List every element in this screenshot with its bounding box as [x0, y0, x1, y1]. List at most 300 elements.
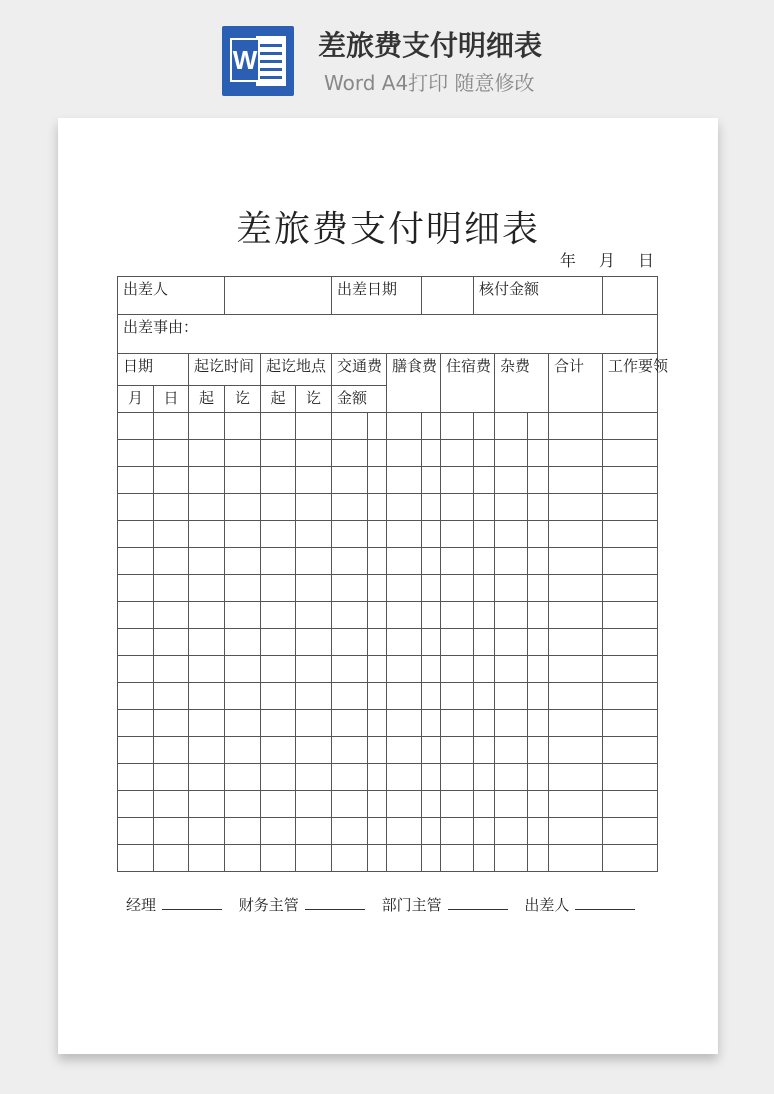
table-cell[interactable]	[549, 845, 603, 872]
table-cell[interactable]	[495, 845, 528, 872]
table-cell[interactable]	[387, 494, 422, 521]
table-cell[interactable]	[296, 737, 332, 764]
table-cell[interactable]	[441, 845, 474, 872]
table-cell[interactable]	[441, 521, 474, 548]
table-cell[interactable]	[154, 629, 189, 656]
table-cell[interactable]	[368, 764, 387, 791]
table-cell[interactable]	[296, 440, 332, 467]
table-cell[interactable]	[387, 440, 422, 467]
table-cell[interactable]	[296, 413, 332, 440]
table-cell[interactable]	[528, 683, 549, 710]
table-cell[interactable]	[332, 764, 368, 791]
table-cell[interactable]	[528, 494, 549, 521]
table-cell[interactable]	[225, 710, 261, 737]
table-cell[interactable]	[528, 818, 549, 845]
table-cell[interactable]	[441, 602, 474, 629]
table-cell[interactable]	[296, 764, 332, 791]
table-cell[interactable]	[387, 683, 422, 710]
table-row	[118, 791, 658, 818]
table-cell[interactable]	[261, 710, 296, 737]
table-cell[interactable]	[441, 818, 474, 845]
table-cell[interactable]	[225, 764, 261, 791]
table-cell[interactable]	[603, 737, 658, 764]
table-cell[interactable]	[549, 764, 603, 791]
table-cell[interactable]	[387, 764, 422, 791]
table-cell[interactable]	[474, 467, 495, 494]
table-cell[interactable]	[118, 845, 154, 872]
table-cell[interactable]	[296, 575, 332, 602]
table-cell[interactable]	[387, 548, 422, 575]
table-cell[interactable]	[528, 521, 549, 548]
table-cell[interactable]	[154, 575, 189, 602]
table-cell[interactable]	[549, 521, 603, 548]
table-cell[interactable]	[422, 575, 441, 602]
traveler-field[interactable]	[225, 277, 332, 315]
table-cell[interactable]	[296, 656, 332, 683]
table-cell[interactable]	[118, 602, 154, 629]
table-cell[interactable]	[422, 467, 441, 494]
table-cell[interactable]	[118, 629, 154, 656]
table-cell[interactable]	[296, 818, 332, 845]
table-cell[interactable]	[332, 575, 368, 602]
table-cell[interactable]	[549, 791, 603, 818]
table-cell[interactable]	[225, 737, 261, 764]
table-cell[interactable]	[603, 413, 658, 440]
table-cell[interactable]	[422, 656, 441, 683]
table-cell[interactable]	[118, 791, 154, 818]
table-cell[interactable]	[154, 413, 189, 440]
table-cell[interactable]	[495, 629, 528, 656]
table-cell[interactable]	[154, 548, 189, 575]
table-cell[interactable]	[603, 467, 658, 494]
signature-footer	[126, 894, 647, 916]
table-cell[interactable]	[441, 413, 474, 440]
table-cell[interactable]	[154, 656, 189, 683]
table-cell[interactable]	[603, 629, 658, 656]
table-cell[interactable]	[387, 521, 422, 548]
table-cell[interactable]	[154, 710, 189, 737]
table-row	[118, 764, 658, 791]
table-cell[interactable]	[474, 845, 495, 872]
table-cell[interactable]	[261, 602, 296, 629]
table-cell[interactable]	[296, 521, 332, 548]
table-cell[interactable]	[549, 656, 603, 683]
table-cell[interactable]	[422, 629, 441, 656]
table-cell[interactable]	[495, 467, 528, 494]
table-cell[interactable]	[118, 710, 154, 737]
table-cell[interactable]	[189, 494, 225, 521]
table-cell[interactable]	[368, 629, 387, 656]
table-cell[interactable]	[368, 413, 387, 440]
table-cell[interactable]	[441, 764, 474, 791]
table-cell[interactable]	[154, 602, 189, 629]
table-cell[interactable]	[332, 521, 368, 548]
table-cell[interactable]	[603, 494, 658, 521]
table-cell[interactable]	[528, 791, 549, 818]
table-cell[interactable]	[422, 845, 441, 872]
col-transport: 交通费	[332, 354, 387, 386]
table-cell[interactable]	[296, 629, 332, 656]
table-cell[interactable]	[118, 413, 154, 440]
table-cell[interactable]	[368, 440, 387, 467]
table-cell[interactable]	[474, 575, 495, 602]
table-cell[interactable]	[368, 818, 387, 845]
table-cell[interactable]	[118, 818, 154, 845]
table-cell[interactable]	[387, 467, 422, 494]
table-cell[interactable]	[154, 791, 189, 818]
finance-supervisor-label: 财务主管	[238, 896, 299, 914]
table-cell[interactable]	[154, 440, 189, 467]
table-cell[interactable]	[441, 629, 474, 656]
table-cell[interactable]	[118, 575, 154, 602]
table-cell[interactable]	[603, 602, 658, 629]
table-cell[interactable]	[189, 602, 225, 629]
table-cell[interactable]	[225, 413, 261, 440]
table-cell[interactable]	[118, 764, 154, 791]
table-cell[interactable]	[225, 467, 261, 494]
table-cell[interactable]	[368, 575, 387, 602]
table-cell[interactable]	[603, 521, 658, 548]
traveler-sign-label: 出差人	[524, 896, 570, 914]
table-cell[interactable]	[441, 791, 474, 818]
table-cell[interactable]	[549, 494, 603, 521]
table-cell[interactable]	[189, 791, 225, 818]
approved-amount-field[interactable]	[603, 277, 658, 315]
expense-table	[117, 276, 669, 872]
table-cell[interactable]	[189, 467, 225, 494]
table-cell[interactable]	[495, 656, 528, 683]
table-cell[interactable]	[422, 440, 441, 467]
table-cell[interactable]	[387, 845, 422, 872]
col-date: 日期	[118, 354, 189, 386]
table-cell[interactable]	[261, 521, 296, 548]
table-cell[interactable]	[603, 710, 658, 737]
table-cell[interactable]	[154, 737, 189, 764]
document-page	[58, 118, 718, 1054]
table-cell[interactable]	[549, 413, 603, 440]
table-cell[interactable]	[189, 413, 225, 440]
table-cell[interactable]	[441, 683, 474, 710]
table-cell[interactable]	[441, 710, 474, 737]
table-cell[interactable]	[368, 791, 387, 818]
col-work-allowance: 工作要领	[603, 354, 658, 413]
table-cell[interactable]	[441, 575, 474, 602]
table-cell[interactable]	[387, 818, 422, 845]
table-cell[interactable]	[495, 521, 528, 548]
table-cell[interactable]	[495, 737, 528, 764]
table-cell[interactable]	[225, 602, 261, 629]
table-cell[interactable]	[332, 710, 368, 737]
table-cell[interactable]	[441, 494, 474, 521]
table-cell[interactable]	[368, 602, 387, 629]
table-cell[interactable]	[332, 791, 368, 818]
word-letter: W	[230, 38, 260, 82]
table-cell[interactable]	[189, 521, 225, 548]
table-cell[interactable]	[422, 602, 441, 629]
table-cell[interactable]	[368, 710, 387, 737]
table-cell[interactable]	[422, 710, 441, 737]
table-cell[interactable]	[332, 737, 368, 764]
table-cell[interactable]	[296, 791, 332, 818]
table-cell[interactable]	[474, 629, 495, 656]
table-cell[interactable]	[261, 656, 296, 683]
table-cell[interactable]	[332, 494, 368, 521]
table-cell[interactable]	[603, 548, 658, 575]
table-cell[interactable]	[549, 467, 603, 494]
table-cell[interactable]	[549, 737, 603, 764]
table-cell[interactable]	[422, 764, 441, 791]
table-cell[interactable]	[296, 710, 332, 737]
table-row	[118, 521, 658, 548]
table-row	[118, 548, 658, 575]
table-cell[interactable]	[225, 791, 261, 818]
table-cell[interactable]	[368, 521, 387, 548]
table-cell[interactable]	[495, 710, 528, 737]
table-cell[interactable]	[603, 575, 658, 602]
table-cell[interactable]	[118, 737, 154, 764]
table-cell[interactable]	[528, 467, 549, 494]
table-cell[interactable]	[495, 413, 528, 440]
table-cell[interactable]	[441, 440, 474, 467]
table-cell[interactable]	[368, 548, 387, 575]
table-cell[interactable]	[387, 413, 422, 440]
table-cell[interactable]	[528, 845, 549, 872]
table-cell[interactable]	[387, 629, 422, 656]
table-cell[interactable]	[603, 818, 658, 845]
table-cell[interactable]	[528, 710, 549, 737]
table-cell[interactable]	[441, 737, 474, 764]
finance-signature-line[interactable]	[305, 896, 365, 910]
table-cell[interactable]	[495, 791, 528, 818]
table-cell[interactable]	[549, 440, 603, 467]
table-cell[interactable]	[332, 683, 368, 710]
table-cell[interactable]	[495, 818, 528, 845]
table-cell[interactable]	[549, 602, 603, 629]
table-cell[interactable]	[528, 764, 549, 791]
table-cell[interactable]	[296, 683, 332, 710]
table-cell[interactable]	[441, 548, 474, 575]
table-cell[interactable]	[225, 818, 261, 845]
table-cell[interactable]	[296, 467, 332, 494]
table-cell[interactable]	[528, 575, 549, 602]
table-cell[interactable]	[189, 845, 225, 872]
table-cell[interactable]	[603, 845, 658, 872]
table-cell[interactable]	[603, 764, 658, 791]
table-row	[118, 602, 658, 629]
table-cell[interactable]	[387, 710, 422, 737]
table-cell[interactable]	[528, 737, 549, 764]
table-cell[interactable]	[549, 710, 603, 737]
table-cell[interactable]	[474, 791, 495, 818]
table-cell[interactable]	[474, 764, 495, 791]
table-cell[interactable]	[261, 818, 296, 845]
table-cell[interactable]	[474, 737, 495, 764]
table-cell[interactable]	[422, 521, 441, 548]
table-cell[interactable]	[528, 629, 549, 656]
table-cell[interactable]	[422, 548, 441, 575]
table-cell[interactable]	[225, 629, 261, 656]
table-cell[interactable]	[387, 575, 422, 602]
table-cell[interactable]	[441, 656, 474, 683]
table-cell[interactable]	[189, 818, 225, 845]
table-cell[interactable]	[332, 602, 368, 629]
table-cell[interactable]	[422, 791, 441, 818]
table-cell[interactable]	[474, 683, 495, 710]
table-cell[interactable]	[368, 467, 387, 494]
table-cell[interactable]	[189, 629, 225, 656]
table-cell[interactable]	[549, 818, 603, 845]
table-cell[interactable]	[261, 575, 296, 602]
table-cell[interactable]	[422, 818, 441, 845]
table-cell[interactable]	[296, 845, 332, 872]
table-cell[interactable]	[261, 548, 296, 575]
table-cell[interactable]	[118, 494, 154, 521]
table-cell[interactable]	[261, 467, 296, 494]
trip-reason-field[interactable]: 出差事由：	[118, 315, 658, 354]
table-cell[interactable]	[528, 602, 549, 629]
table-cell[interactable]	[225, 440, 261, 467]
table-cell[interactable]	[474, 602, 495, 629]
table-cell[interactable]	[332, 656, 368, 683]
table-cell[interactable]	[189, 656, 225, 683]
table-cell[interactable]	[528, 440, 549, 467]
table-cell[interactable]	[332, 440, 368, 467]
table-cell[interactable]	[261, 629, 296, 656]
table-cell[interactable]	[118, 467, 154, 494]
trip-date-field[interactable]	[422, 277, 474, 315]
table-cell[interactable]	[368, 683, 387, 710]
table-cell[interactable]	[118, 548, 154, 575]
table-cell[interactable]	[603, 791, 658, 818]
table-cell[interactable]	[225, 494, 261, 521]
table-cell[interactable]	[118, 656, 154, 683]
table-cell[interactable]	[225, 575, 261, 602]
table-cell[interactable]	[296, 494, 332, 521]
manager-signature-line[interactable]	[162, 896, 222, 910]
table-cell[interactable]	[603, 683, 658, 710]
table-cell[interactable]	[441, 467, 474, 494]
table-cell[interactable]	[422, 737, 441, 764]
table-cell[interactable]	[495, 440, 528, 467]
table-cell[interactable]	[225, 683, 261, 710]
table-cell[interactable]	[495, 494, 528, 521]
table-cell[interactable]	[332, 413, 368, 440]
table-cell[interactable]	[495, 548, 528, 575]
table-cell[interactable]	[154, 764, 189, 791]
table-cell[interactable]	[528, 548, 549, 575]
table-cell[interactable]	[261, 494, 296, 521]
table-cell[interactable]	[154, 845, 189, 872]
table-cell[interactable]	[261, 413, 296, 440]
table-cell[interactable]	[368, 737, 387, 764]
table-cell[interactable]	[474, 548, 495, 575]
table-cell[interactable]	[154, 818, 189, 845]
table-cell[interactable]	[368, 845, 387, 872]
table-cell[interactable]	[261, 791, 296, 818]
table-cell[interactable]	[474, 656, 495, 683]
table-cell[interactable]	[261, 764, 296, 791]
table-cell[interactable]	[118, 440, 154, 467]
table-cell[interactable]	[474, 818, 495, 845]
table-cell[interactable]	[189, 710, 225, 737]
traveler-label: 出差人	[118, 277, 225, 315]
table-cell[interactable]	[225, 521, 261, 548]
table-cell[interactable]	[189, 737, 225, 764]
subcol-time-end: 讫	[225, 386, 261, 413]
table-cell[interactable]	[189, 683, 225, 710]
table-cell[interactable]	[368, 494, 387, 521]
table-cell[interactable]	[225, 656, 261, 683]
table-row	[118, 440, 658, 467]
table-cell[interactable]	[154, 494, 189, 521]
table-cell[interactable]	[332, 548, 368, 575]
table-cell[interactable]	[189, 575, 225, 602]
col-place: 起讫地点	[261, 354, 332, 386]
table-cell[interactable]	[154, 683, 189, 710]
table-cell[interactable]	[603, 440, 658, 467]
table-cell[interactable]	[549, 629, 603, 656]
table-cell[interactable]	[528, 413, 549, 440]
table-cell[interactable]	[422, 413, 441, 440]
subcol-time-start: 起	[189, 386, 225, 413]
table-cell[interactable]	[225, 548, 261, 575]
table-cell[interactable]	[422, 683, 441, 710]
table-cell[interactable]	[118, 521, 154, 548]
table-cell[interactable]	[474, 494, 495, 521]
table-cell[interactable]	[261, 737, 296, 764]
page-header	[0, 0, 774, 110]
table-cell[interactable]	[549, 683, 603, 710]
table-cell[interactable]	[154, 467, 189, 494]
table-cell[interactable]	[495, 602, 528, 629]
table-cell[interactable]	[549, 548, 603, 575]
table-cell[interactable]	[495, 764, 528, 791]
table-cell[interactable]	[387, 656, 422, 683]
table-cell[interactable]	[603, 656, 658, 683]
table-cell[interactable]	[474, 440, 495, 467]
table-cell[interactable]	[332, 467, 368, 494]
table-cell[interactable]	[332, 629, 368, 656]
table-cell[interactable]	[549, 575, 603, 602]
table-cell[interactable]	[225, 845, 261, 872]
table-cell[interactable]	[189, 548, 225, 575]
table-cell[interactable]	[474, 710, 495, 737]
table-cell[interactable]	[332, 845, 368, 872]
table-cell[interactable]	[154, 521, 189, 548]
table-cell[interactable]	[474, 521, 495, 548]
table-cell[interactable]	[189, 440, 225, 467]
table-cell[interactable]	[189, 764, 225, 791]
table-cell[interactable]	[368, 656, 387, 683]
table-cell[interactable]	[422, 494, 441, 521]
table-cell[interactable]	[474, 413, 495, 440]
table-cell[interactable]	[261, 440, 296, 467]
table-cell[interactable]	[118, 683, 154, 710]
table-cell[interactable]	[387, 791, 422, 818]
table-cell[interactable]	[261, 845, 296, 872]
table-cell[interactable]	[387, 737, 422, 764]
table-cell[interactable]	[528, 656, 549, 683]
table-cell[interactable]	[296, 548, 332, 575]
dept-signature-line[interactable]	[448, 896, 508, 910]
table-cell[interactable]	[296, 602, 332, 629]
table-cell[interactable]	[261, 683, 296, 710]
table-cell[interactable]	[387, 602, 422, 629]
table-cell[interactable]	[495, 683, 528, 710]
traveler-signature-line[interactable]	[575, 896, 635, 910]
table-cell[interactable]	[495, 575, 528, 602]
table-cell[interactable]	[332, 818, 368, 845]
